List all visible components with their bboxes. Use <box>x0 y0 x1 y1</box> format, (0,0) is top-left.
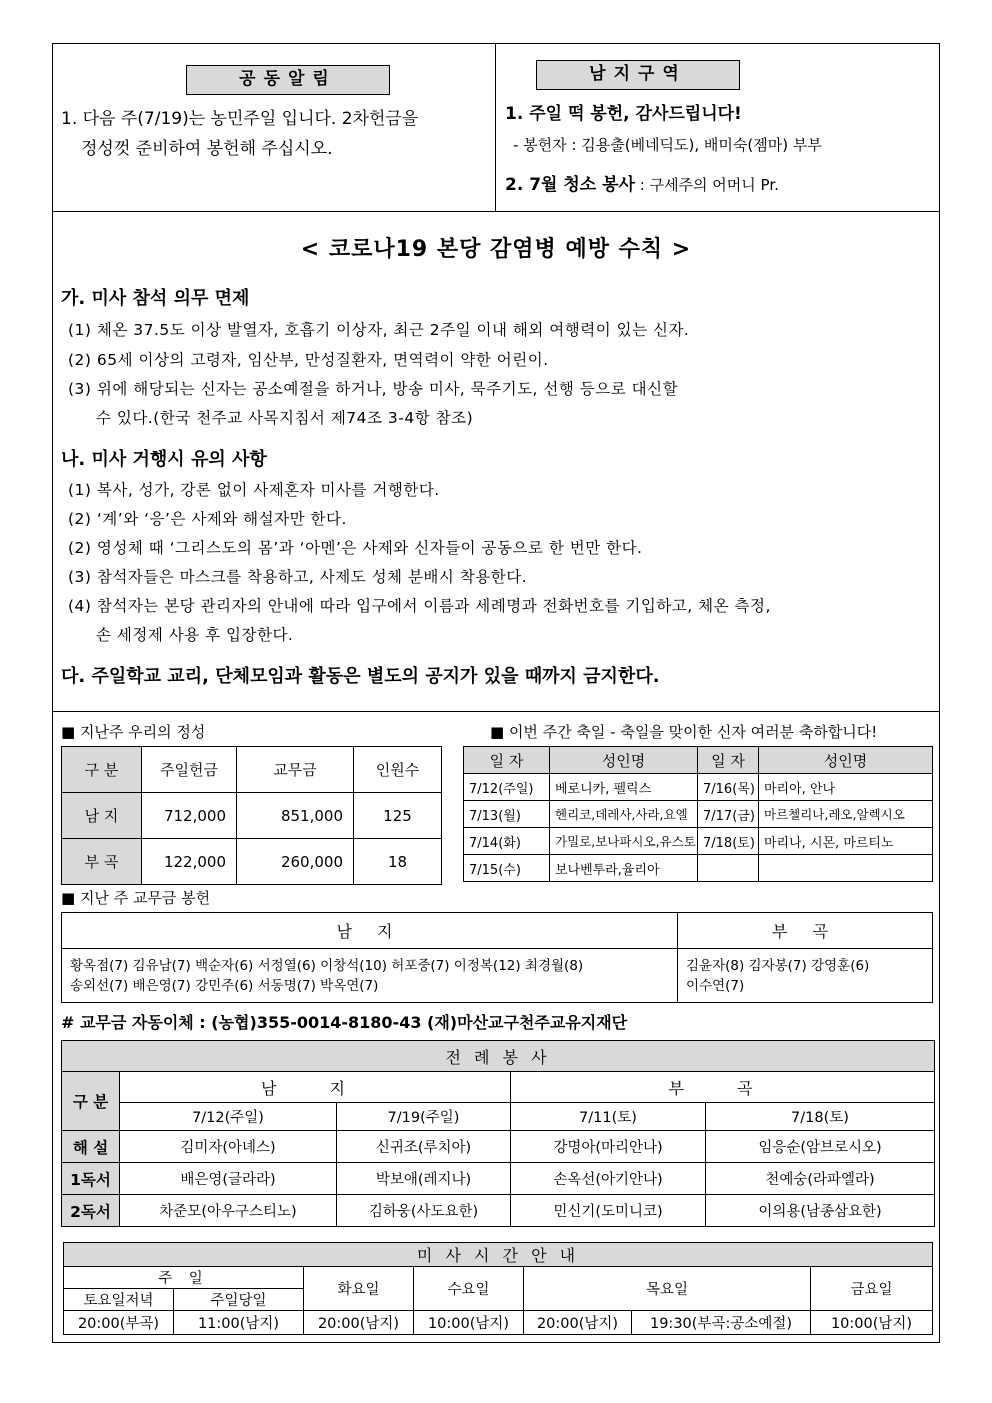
fee-bugok-line2: 이수연(7) <box>686 977 745 994</box>
liturgy-name: 김하웅(사도요한) <box>337 1195 511 1227</box>
namji-item1: 1. 주일 떡 봉헌, 감사드립니다! <box>505 104 742 124</box>
section-c-heading: 다. 주일학교 교리, 단체모임과 활동은 별도의 공지가 있을 때까지 금지한다. <box>61 666 660 687</box>
liturgy-role: 해 설 <box>62 1131 120 1163</box>
fee-namji-line2: 송외선(7) 배은영(7) 강민주(6) 서동명(7) 박옥연(7) <box>70 977 379 994</box>
feast-saints: 마리아, 안나 <box>759 774 933 801</box>
mass-time: 20:00(부곡) <box>64 1311 174 1335</box>
liturgy-date: 7/18(토) <box>706 1103 935 1131</box>
feast-saints <box>759 855 933 882</box>
offering-fee: 851,000 <box>237 793 354 839</box>
liturgy-table <box>61 1040 935 1227</box>
fee-namji-line1: 황옥점(7) 김유남(7) 백순자(6) 서정열(6) 이창석(10) 허포중(7) 이정복(12) 최경월(8) <box>70 957 584 974</box>
liturgy-name: 차준모(아우구스티노) <box>120 1195 337 1227</box>
joint-notice-line1: 1. 다음 주(7/19)는 농민주일 입니다. 2차헌금을 <box>61 109 419 129</box>
joint-notice-title: 공동알림 <box>186 65 390 95</box>
mass-times-table <box>63 1242 933 1335</box>
offering-sunday: 712,000 <box>142 793 237 839</box>
a1-text: (1) 체온 37.5도 이상 발열자, 호흡기 이상자, 최근 2주일 이내 해외 여행력이 있는 신자. <box>68 321 690 339</box>
offering-table <box>61 746 442 885</box>
offering-count: 18 <box>354 839 442 885</box>
mass-wed-header: 수요일 <box>414 1267 524 1311</box>
liturgy-date: 7/11(토) <box>511 1103 706 1131</box>
offering-header-cell: 주일헌금 <box>142 747 237 793</box>
b2-text: (2) ‘계’와 ‘응’은 사제와 해설자만 한다. <box>68 510 347 528</box>
offering-fee: 260,000 <box>237 839 354 885</box>
feast-label: ■ 이번 주간 축일 - 축일을 맞이한 신자 여러분 축하합니다! <box>490 723 878 741</box>
feast-header-cell: 일 자 <box>698 747 759 774</box>
table-row <box>62 1131 935 1163</box>
b1-text: (1) 복사, 성가, 강론 없이 사제혼자 미사를 거행한다. <box>68 481 440 499</box>
namji-item1-sub: - 봉헌자 : 김용출(베네딕도), 배미숙(젬마) 부부 <box>513 136 822 154</box>
mass-sunday-header: 주 일 <box>64 1267 304 1289</box>
bulletin-page <box>52 43 940 1343</box>
liturgy-date: 7/19(주일) <box>337 1103 511 1131</box>
mass-fri-header: 금요일 <box>811 1267 933 1311</box>
fee-offering-label: ■ 지난 주 교무금 봉헌 <box>61 889 211 907</box>
offering-count: 125 <box>354 793 442 839</box>
table-row <box>62 1163 935 1195</box>
b4-text: (3) 참석자들은 마스크를 착용하고, 사제도 성체 분배시 착용한다. <box>68 568 528 586</box>
table-row <box>464 801 933 828</box>
liturgy-name: 배은영(글라라) <box>120 1163 337 1195</box>
namji-item2 <box>505 170 779 200</box>
feast-saints: 베로니카, 펠릭스 <box>550 774 698 801</box>
b5-text: (4) 참석자는 본당 관리자의 안내에 따라 입구에서 이름과 세례명과 전화번호를 기입하고, 체온 측정, <box>68 597 771 615</box>
feast-saints: 가밀로,보나파시오,유스토 <box>550 828 698 855</box>
feast-date: 7/14(화) <box>464 828 550 855</box>
mass-thu-header: 목요일 <box>524 1267 811 1311</box>
feast-date: 7/13(월) <box>464 801 550 828</box>
fee-bugok-header: 부 곡 <box>678 913 933 949</box>
mass-time: 10:00(남지) <box>414 1311 524 1335</box>
liturgy-name: 신귀조(루치아) <box>337 1131 511 1163</box>
mass-time: 11:00(남지) <box>174 1311 304 1335</box>
liturgy-title: 전 례 봉 사 <box>62 1041 935 1072</box>
liturgy-name: 손옥선(아기안나) <box>511 1163 706 1195</box>
feast-saints: 마르첼리나,레오,알렉시오 <box>759 801 933 828</box>
table-row <box>62 1195 935 1227</box>
liturgy-name: 이의용(남종삼요한) <box>706 1195 935 1227</box>
liturgy-role: 2독서 <box>62 1195 120 1227</box>
feast-saints: 헨리코,데레사,사라,요엘 <box>550 801 698 828</box>
liturgy-corner: 구 분 <box>62 1072 120 1131</box>
liturgy-namji-header: 남 지 <box>120 1072 511 1103</box>
table-row <box>64 1311 933 1335</box>
feast-saints: 마리나, 시몬, 마르티노 <box>759 828 933 855</box>
namji-item2-label: 2. 7월 청소 봉사 <box>505 175 635 195</box>
liturgy-bugok-header: 부 곡 <box>511 1072 935 1103</box>
feast-header-cell: 성인명 <box>759 747 933 774</box>
fee-bugok-names <box>678 949 933 1003</box>
offering-row-name: 부 곡 <box>62 839 142 885</box>
auto-transfer-info: # 교무금 자동이체 : (농협)355-0014-8180-43 (재)마산교구천주교유지재단 <box>61 1013 628 1032</box>
feast-date <box>698 855 759 882</box>
mass-times-title: 미 사 시 간 안 내 <box>64 1243 933 1267</box>
corona-title: < 코로나19 본당 감염병 예방 수칙 > <box>300 237 692 262</box>
feast-saints: 보나벤투라,율리아 <box>550 855 698 882</box>
fee-namji-names <box>62 949 678 1003</box>
joint-notice-line2: 정성껏 준비하여 봉헌해 주십시오. <box>81 139 333 159</box>
liturgy-date: 7/12(주일) <box>120 1103 337 1131</box>
feast-date: 7/18(토) <box>698 828 759 855</box>
namji-notice <box>496 44 939 211</box>
liturgy-name: 김미자(아녜스) <box>120 1131 337 1163</box>
namji-notice-title: 남지구역 <box>536 60 740 90</box>
namji-item2-value: : 구세주의 어머니 Pr. <box>634 176 779 194</box>
a2-text: (2) 65세 이상의 고령자, 임산부, 만성질환자, 면역력이 약한 어린이. <box>68 351 549 369</box>
feast-header-cell: 성인명 <box>550 747 698 774</box>
a3b-text: 수 있다.(한국 천주교 사목지침서 제74조 3-4항 참조) <box>96 409 474 427</box>
feast-header-cell: 일 자 <box>464 747 550 774</box>
liturgy-name: 박보애(레지나) <box>337 1163 511 1195</box>
offering-row-name: 남 지 <box>62 793 142 839</box>
mass-sun-day-header: 주일당일 <box>174 1289 304 1311</box>
a3-text: (3) 위에 해당되는 신자는 공소예절을 하거나, 방송 미사, 묵주기도, 선행 등으로 대신할 <box>68 380 679 398</box>
offering-header-cell: 인원수 <box>354 747 442 793</box>
mass-time: 20:00(남지) <box>304 1311 414 1335</box>
section-a-heading: 가. 미사 참석 의무 면제 <box>61 288 250 309</box>
fee-bugok-line1: 김윤자(8) 김자봉(7) 강영훈(6) <box>686 957 870 974</box>
offering-sunday: 122,000 <box>142 839 237 885</box>
fee-namji-header: 남 지 <box>62 913 678 949</box>
mass-time: 20:00(남지) <box>524 1311 632 1335</box>
feast-table <box>463 746 933 882</box>
feast-date: 7/15(수) <box>464 855 550 882</box>
mass-time: 10:00(남지) <box>811 1311 933 1335</box>
mass-tue-header: 화요일 <box>304 1267 414 1311</box>
table-row <box>464 855 933 882</box>
offering-header-cell: 교무금 <box>237 747 354 793</box>
mass-sat-eve-header: 토요일저녁 <box>64 1289 174 1311</box>
feast-date: 7/16(목) <box>698 774 759 801</box>
liturgy-role: 1독서 <box>62 1163 120 1195</box>
liturgy-name: 임응순(암브로시오) <box>706 1131 935 1163</box>
liturgy-name: 강명아(마리안나) <box>511 1131 706 1163</box>
section-b-heading: 나. 미사 거행시 유의 사항 <box>61 449 267 470</box>
b3-text: (2) 영성체 때 ‘그리스도의 몸’과 ‘아멘’은 사제와 신자들이 공동으로 한 번만 한다. <box>68 539 643 557</box>
notice-section <box>53 44 939 212</box>
table-row <box>62 839 442 885</box>
table-row <box>464 774 933 801</box>
b5b-text: 손 세정제 사용 후 입장한다. <box>96 626 294 644</box>
table-row <box>464 828 933 855</box>
joint-notice <box>53 44 496 211</box>
feast-date: 7/12(주일) <box>464 774 550 801</box>
liturgy-name: 민신기(도미니코) <box>511 1195 706 1227</box>
corona-section <box>53 212 939 712</box>
offering-label: ■ 지난주 우리의 정성 <box>61 723 206 741</box>
table-row <box>62 793 442 839</box>
liturgy-name: 천예숭(라파엘라) <box>706 1163 935 1195</box>
offering-header-cell: 구 분 <box>62 747 142 793</box>
mass-time: 19:30(부곡:공소예절) <box>632 1311 811 1335</box>
fee-offering-table <box>61 912 933 1003</box>
feast-date: 7/17(금) <box>698 801 759 828</box>
